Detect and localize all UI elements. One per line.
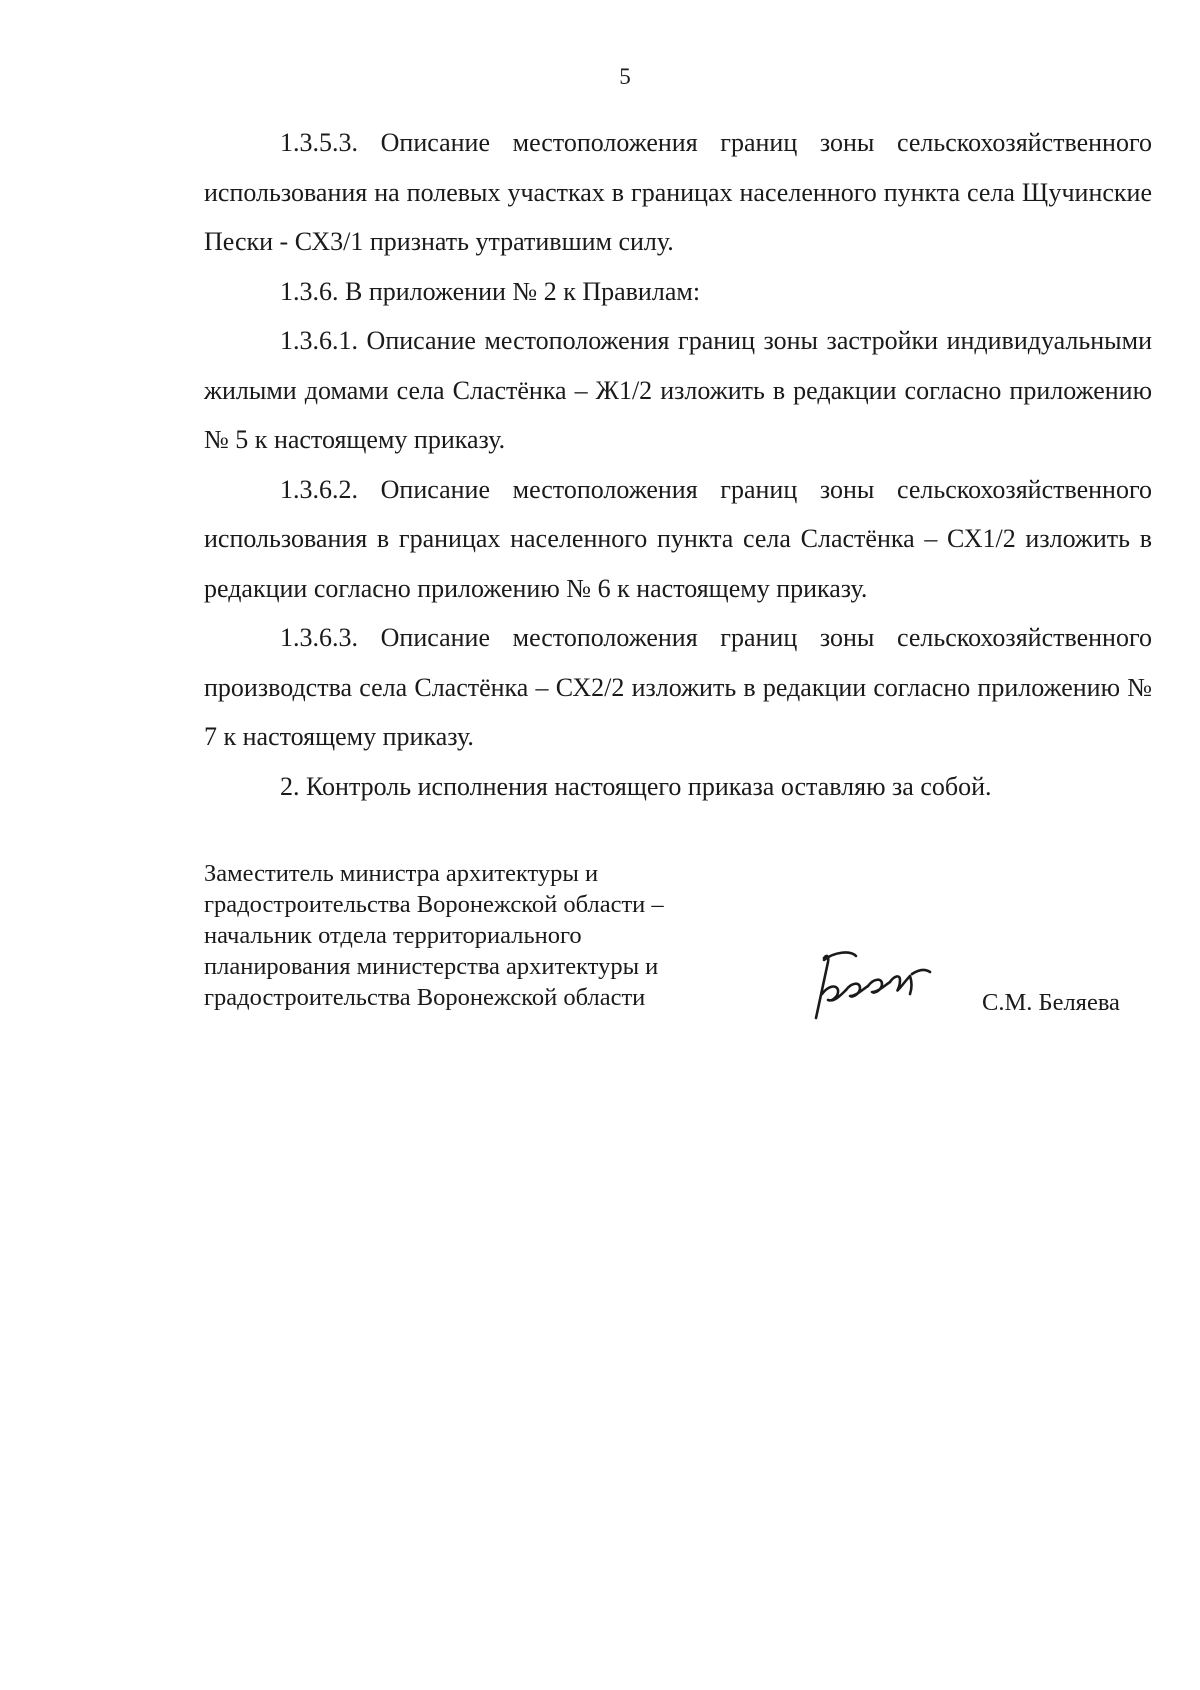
position-line: градостроительства Воронежской области – bbox=[204, 891, 664, 918]
position-line: градостроительства Воронежской области bbox=[204, 984, 646, 1011]
signer-name: С.М. Беляева bbox=[982, 989, 1120, 1016]
paragraph-1-3-5-3: 1.3.5.3. Описание местоположения границ зоны сельскохозяйственного использования на полевых участках в границах населенного пункта села Щучинские Пески - СХ3/1 признать утратившим силу. bbox=[204, 128, 1152, 256]
paragraph-1-3-6: 1.3.6. В приложении № 2 к Правилам: bbox=[280, 276, 701, 306]
paragraph-1-3-6-2: 1.3.6.2. Описание местоположения границ зоны сельскохозяйственного использования в границах населенного пункта села Сластёнка – СХ1/2 изложить в редакции согласно приложению № 6 к настоящему приказу. bbox=[204, 474, 1152, 603]
signer-position bbox=[204, 858, 764, 1013]
signature-block bbox=[204, 858, 1152, 1028]
position-line: начальник отдела территориального bbox=[204, 922, 582, 949]
position-line: Заместитель министра архитектуры и bbox=[204, 860, 599, 887]
position-line: планирования министерства архитектуры и bbox=[204, 953, 659, 980]
paragraph-2-control: 2. Контроль исполнения настоящего приказа оставляю за собой. bbox=[280, 771, 992, 801]
paragraph-1-3-6-3: 1.3.6.3. Описание местоположения границ зоны сельскохозяйственного производства села Сластёнка – СХ2/2 изложить в редакции согласно приложению № 7 к настоящему приказу. bbox=[204, 623, 1152, 751]
page-number: 5 bbox=[619, 64, 631, 89]
paragraph-1-3-6-1: 1.3.6.1. Описание местоположения границ зоны застройки индивидуальными жилыми домами села Сластёнка – Ж1/2 изложить в редакции согласно приложению № 5 к настоящему приказу. bbox=[204, 326, 1152, 454]
handwritten-signature-icon bbox=[794, 950, 954, 1020]
document-body bbox=[204, 118, 1152, 811]
